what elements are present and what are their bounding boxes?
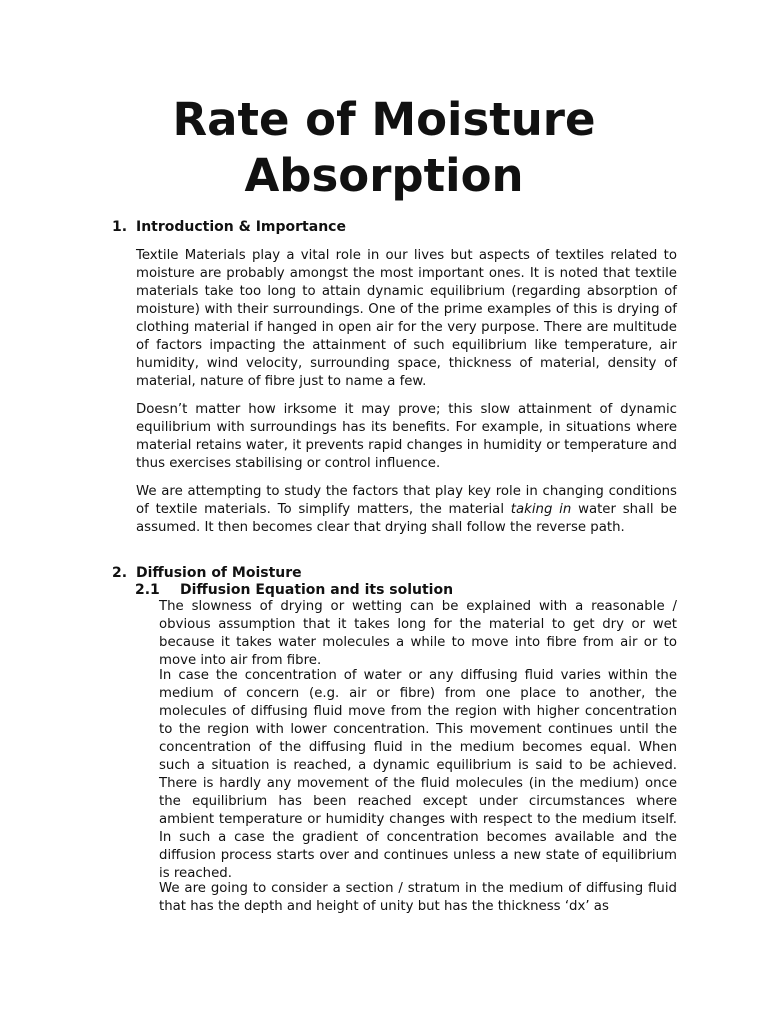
paragraph-3-text-b: water shall be assumed. It then becomes clear that drying shall follow the reverse path. bbox=[136, 502, 677, 535]
section-1-paragraph-2: Doesn’t matter how irksome it may prove; this slow attainment of dynamic equilibrium with surroundings has its benefits. For example, in situations where material retains water, it prevents rapid changes in humidity or temperature and thus exercises stabilising or control influence. bbox=[136, 402, 677, 471]
section-2-heading-text: Diffusion of Moisture bbox=[136, 565, 302, 581]
section-1-heading bbox=[112, 218, 346, 236]
subsection-2-1-number: 2.1 bbox=[135, 582, 160, 598]
section-2-paragraph-2: In case the concentration of water or any diffusing fluid varies within the medium of concern (e.g. air or fibre) from one place to another, the molecules of diffusing fluid move from the region with higher concentration to the region with lower concentration. This movement continues until the concentration of the diffusing fluid in the medium becomes equal. When such a situation is reached, a dynamic equilibrium is said to be achieved. There is hardly any movement of the fluid molecules (in the medium) once the equilibrium has been reached except under circumstances where ambient temperature or humidity changes with respect to the medium itself. In such a case the gradient of concentration becomes available and the diffusion process starts over and continues unless a new state of equilibrium is reached. bbox=[159, 668, 677, 881]
subsection-2-1-heading bbox=[135, 581, 453, 599]
document-title bbox=[0, 92, 768, 204]
section-2-paragraph-1: The slowness of drying or wetting can be explained with a reasonable / obvious assumption that it takes long for the material to get dry or wet because it takes water molecules a while to move into fibre from air or to move into air from fibre. bbox=[159, 599, 677, 668]
section-2-paragraph-3: We are going to consider a section / stratum in the medium of diffusing fluid that has the depth and height of unity but has the thickness ‘dx’ as bbox=[159, 881, 677, 914]
paragraph-3-text-a: We are attempting to study the factors that play key role in changing conditions of textile materials. To simplify matters, the material bbox=[136, 484, 677, 517]
paragraph-3-emphasis: taking in bbox=[510, 502, 572, 517]
title-line-1: Rate of Moisture bbox=[172, 93, 596, 146]
section-1-paragraph-3 bbox=[136, 483, 677, 537]
section-2-number: 2. bbox=[112, 565, 128, 581]
section-2-heading bbox=[112, 564, 302, 582]
section-1-heading-text: Introduction & Importance bbox=[136, 219, 346, 235]
subsection-2-1-heading-text: Diffusion Equation and its solution bbox=[180, 582, 454, 598]
title-line-2: Absorption bbox=[244, 149, 524, 202]
section-1-paragraph-1: Textile Materials play a vital role in our lives but aspects of textiles related to moisture are probably amongst the most important ones. It is noted that textile materials take too long to attain dynamic equilibrium (regarding absorption of moisture) with their surroundings. One of the prime examples of this is drying of clothing material if hanged in open air for the very purpose. There are multitude of factors impacting the attainment of such equilibrium like temperature, air humidity, wind velocity, surrounding space, thickness of material, density of material, nature of fibre just to name a few. bbox=[136, 248, 677, 389]
section-1-number: 1. bbox=[112, 219, 128, 235]
